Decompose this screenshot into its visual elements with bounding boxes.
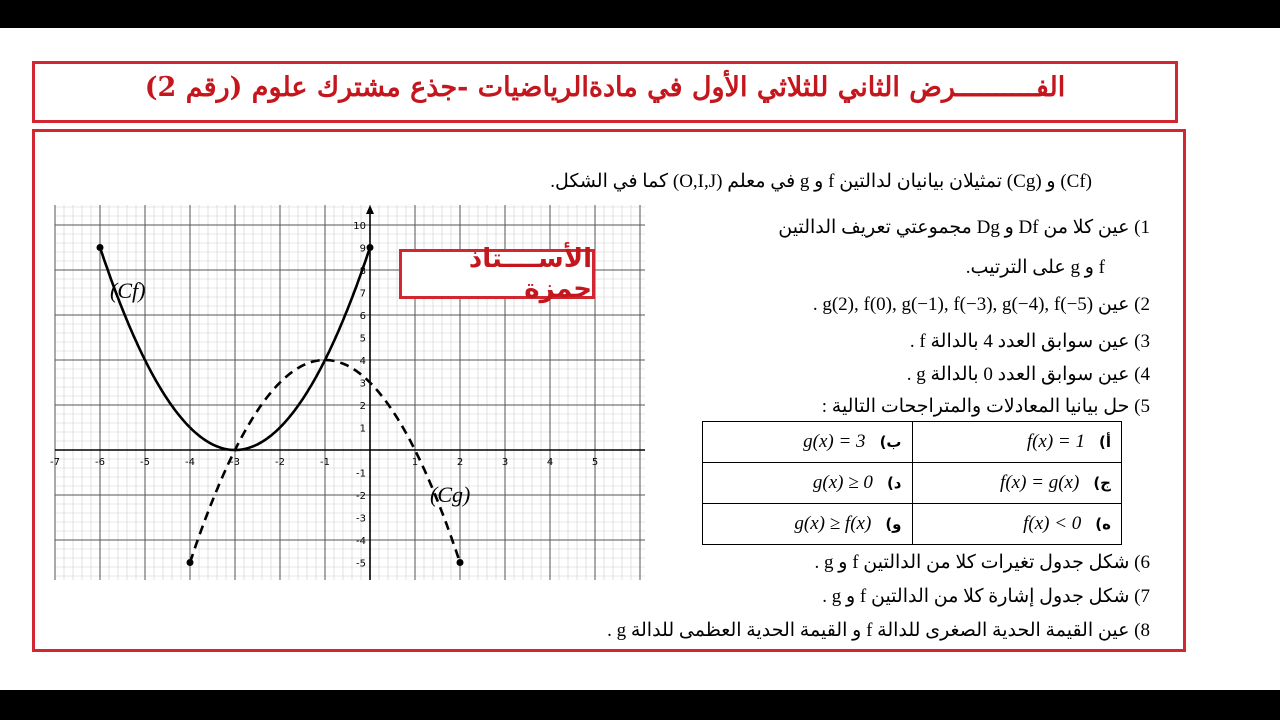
y-tick-label: 3 (359, 378, 366, 390)
question-1-cont: f و g على الترتيب. (965, 257, 1105, 278)
cell-a: أ)f(x) = 1 (912, 422, 1122, 463)
y-tick-label: -2 (356, 491, 366, 502)
y-axis-arrow (366, 205, 374, 214)
y-tick-label: 2 (359, 401, 366, 412)
top-black-bar (0, 0, 1280, 28)
y-tick-label: -3 (356, 513, 366, 525)
y-tick-label: 7 (359, 288, 366, 300)
y-tick-label: -5 (356, 558, 366, 570)
y-tick-label: 10 (353, 221, 366, 232)
question-2: 2) عين g(2), f(0), g(−1), f(−3), g(−4), f(−5) . (812, 294, 1150, 315)
question-8: 8) عين القيمة الحدية الصغرى للدالة f و القيمة الحدية العظمى للدالة g . (607, 620, 1150, 641)
x-tick-label: -1 (320, 457, 330, 468)
x-tick-label: -6 (95, 457, 105, 468)
curve-f-label: (Cf) (110, 278, 146, 303)
y-tick-label: 9 (359, 243, 366, 255)
x-tick-label: -5 (140, 457, 150, 468)
y-tick-label: -1 (356, 468, 366, 480)
y-tick-label: 1 (359, 423, 366, 435)
cell-b: ب)g(x) = 3 (703, 422, 913, 463)
y-tick-label: 8 (359, 266, 366, 277)
intro-text: (Cf) و (Cg) تمثيلان بيانيان لدالتين f و g في معلم (O,I,J) كما في الشكل. (550, 171, 1092, 192)
x-tick-label: 5 (591, 457, 599, 468)
cell-w: و)g(x) ≥ f(x) (703, 504, 913, 545)
x-tick-label: 2 (456, 457, 464, 468)
x-tick-label: 3 (501, 457, 509, 468)
question-1: 1) عين كلا من Df و Dg مجموعتي تعريف الدالتين (778, 217, 1150, 238)
teacher-stamp: الأســــتاذ حمزة (399, 249, 595, 299)
curve-g-label: (Cg) (430, 482, 471, 507)
bottom-black-bar (0, 690, 1280, 720)
point-f-start (97, 244, 104, 251)
y-tick-label: 5 (359, 333, 366, 345)
cell-d: د)g(x) ≥ 0 (703, 463, 913, 504)
point-g-end (457, 559, 464, 566)
page-title: الفــــــــــرض الثاني للثلاثي الأول في مادةالرياضيات -جذع مشترك علوم (رقم 2) (144, 72, 1066, 103)
x-tick-label: -2 (275, 457, 285, 468)
question-6: 6) شكل جدول تغيرات كلا من الدالتين f و g . (814, 552, 1150, 573)
y-tick-label: -4 (356, 536, 366, 547)
point-g-start (187, 559, 194, 566)
title-frame (32, 61, 1178, 123)
equations-table (702, 421, 1122, 545)
y-tick-label: 6 (359, 311, 366, 322)
x-tick-label: 1 (411, 457, 419, 468)
x-tick-label: 4 (546, 457, 554, 468)
x-tick-label: -7 (50, 457, 60, 468)
x-tick-label: -4 (185, 457, 195, 468)
question-5: 5) حل بيانيا المعادلات والمتراجحات التالية : (821, 396, 1150, 417)
x-tick-label: -3 (230, 457, 240, 468)
cell-e: ه)f(x) < 0 (912, 504, 1122, 545)
point-f-end (367, 244, 374, 251)
question-3: 3) عين سوابق العدد 4 بالدالة f . (909, 331, 1150, 352)
y-tick-label: 4 (359, 356, 366, 367)
cell-c: ج)f(x) = g(x) (912, 463, 1122, 504)
question-4: 4) عين سوابق العدد 0 بالدالة g . (906, 364, 1150, 385)
question-7: 7) شكل جدول إشارة كلا من الدالتين f و g . (822, 586, 1150, 607)
